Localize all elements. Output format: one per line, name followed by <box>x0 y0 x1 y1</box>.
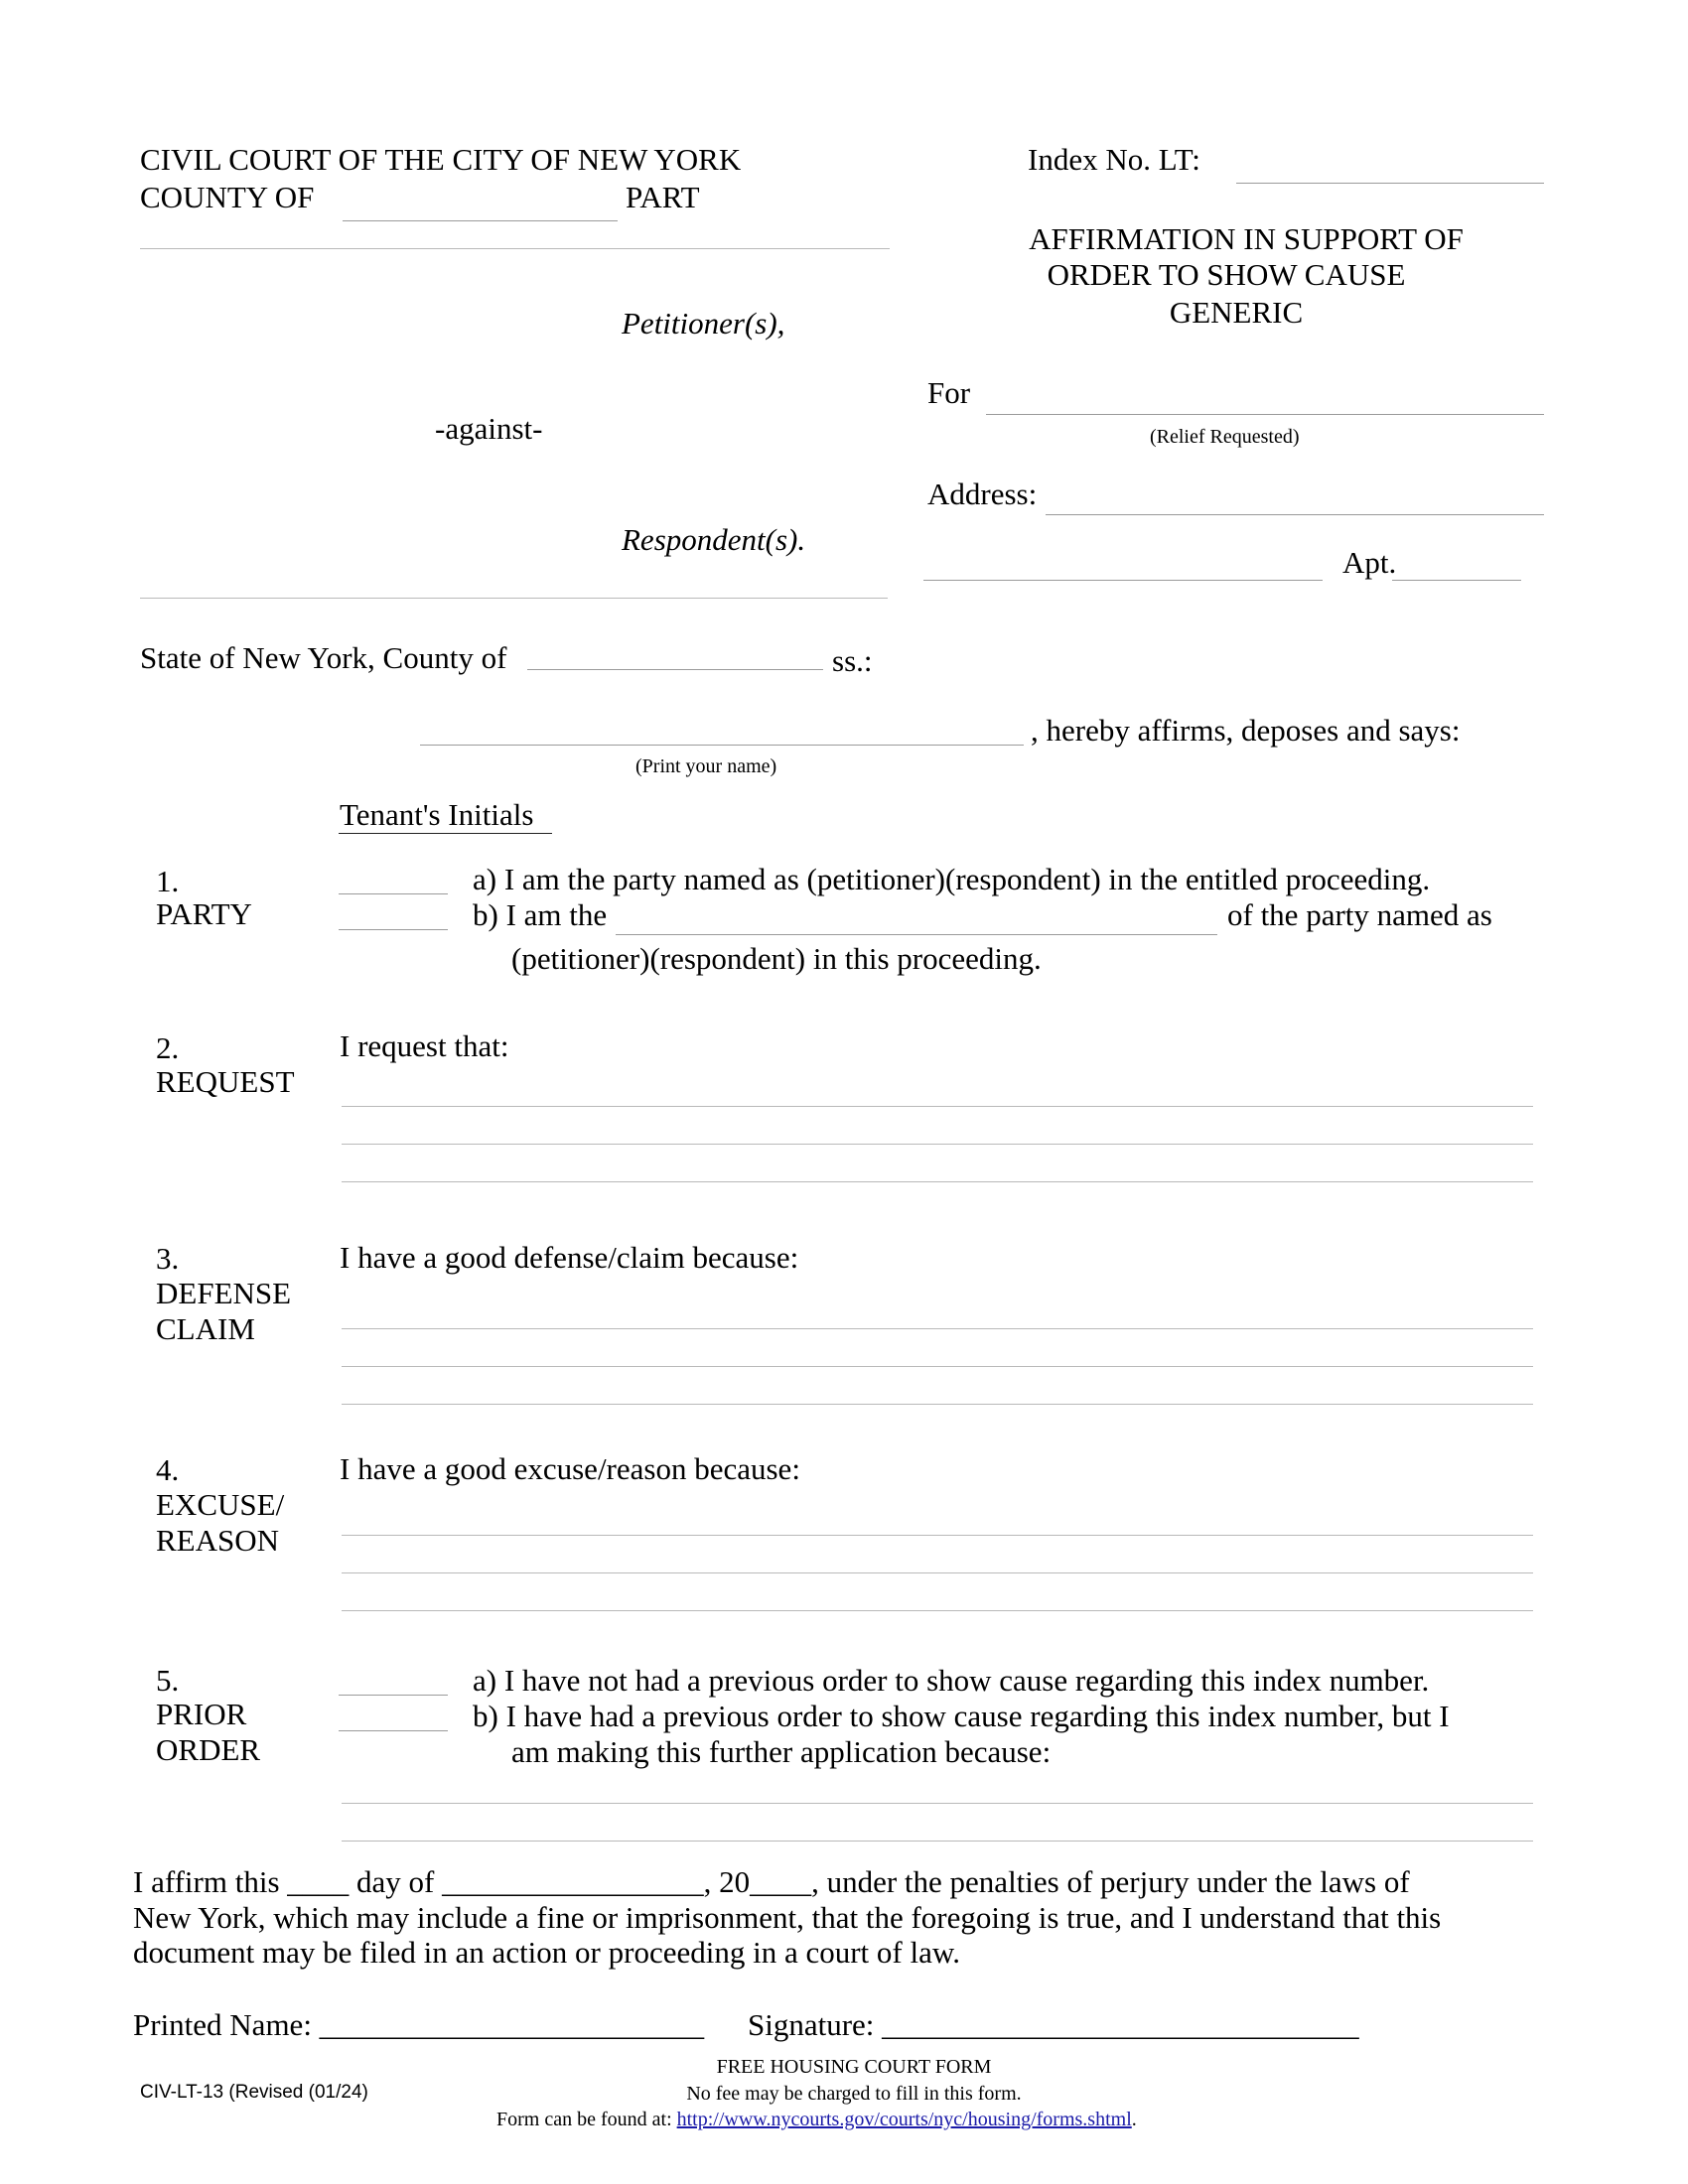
request-line-2[interactable] <box>342 1144 1533 1145</box>
form-title-line3: GENERIC <box>1169 295 1304 330</box>
address-field-line2[interactable] <box>923 580 1323 581</box>
affirmation-line3: document may be filed in an action or proceeding in a court of law. <box>133 1935 960 1970</box>
section-excuse-title1: EXCUSE/ <box>156 1487 285 1522</box>
section-request-title: REQUEST <box>156 1064 295 1099</box>
county-field[interactable] <box>343 220 618 221</box>
form-id: CIV-LT-13 (Revised (01/24) <box>140 2082 368 2103</box>
excuse-line-1[interactable] <box>342 1535 1533 1536</box>
affirms-text: , hereby affirms, deposes and says: <box>1031 713 1461 748</box>
index-number-field[interactable] <box>1236 183 1544 184</box>
section-prior-title1: PRIOR <box>156 1697 247 1731</box>
index-number-label: Index No. LT: <box>1028 142 1200 177</box>
footer-free-form: FREE HOUSING COURT FORM <box>716 2056 992 2078</box>
excuse-line-3[interactable] <box>342 1610 1533 1611</box>
section-excuse-number: 4. <box>156 1452 180 1487</box>
section-defense-title2: CLAIM <box>156 1311 255 1346</box>
prior-initials-b[interactable] <box>339 1730 448 1731</box>
affiant-name-field[interactable] <box>420 745 1024 746</box>
ss-label: ss.: <box>832 643 873 678</box>
form-title-line2: ORDER TO SHOW CAUSE <box>1047 257 1406 292</box>
prior-option-a: a) I have not had a previous order to show cause regarding this index number. <box>473 1663 1430 1698</box>
section-party-title: PARTY <box>156 896 252 931</box>
section-excuse-title2: REASON <box>156 1523 280 1558</box>
tenant-initials-header: Tenant's Initials <box>340 797 534 832</box>
address-field-line1[interactable] <box>1046 514 1544 515</box>
footer-period: . <box>1131 2109 1137 2130</box>
prior-line-2[interactable] <box>342 1841 1533 1842</box>
petitioner-label: Petitioner(s), <box>622 306 785 341</box>
affirmation-line1: I affirm this ____ day of _________________, 20____, under the penalties of perjury under the laws of <box>133 1864 1410 1899</box>
prior-initials-a[interactable] <box>339 1695 448 1696</box>
section-defense-number: 3. <box>156 1241 180 1276</box>
defense-line-2[interactable] <box>342 1366 1533 1367</box>
defense-line-1[interactable] <box>342 1328 1533 1329</box>
printed-name-field[interactable]: Printed Name: _________________________ <box>133 2007 705 2042</box>
prior-option-b-line2: am making this further application because: <box>511 1734 1052 1769</box>
party-relationship-field[interactable] <box>616 934 1217 935</box>
footer-found-at <box>496 2110 1137 2129</box>
address-label: Address: <box>927 477 1038 511</box>
part-label: PART <box>626 180 700 214</box>
prior-option-b-line1: b) I have had a previous order to show cause regarding this index number, but I <box>473 1699 1450 1733</box>
signature-field[interactable]: Signature: _______________________________ <box>748 2007 1359 2042</box>
defense-line-3[interactable] <box>342 1404 1533 1405</box>
section-prior-number: 5. <box>156 1663 180 1698</box>
form-title-line1: AFFIRMATION IN SUPPORT OF <box>1029 221 1464 256</box>
party-initials-a[interactable] <box>339 893 448 894</box>
county-label: COUNTY OF <box>140 180 315 214</box>
footer-no-fee: No fee may be charged to fill in this form. <box>686 2083 1022 2105</box>
forms-url-link[interactable]: http://www.nycourts.gov/courts/nyc/housing/forms.shtml <box>676 2109 1132 2130</box>
print-name-hint: (Print your name) <box>635 755 777 777</box>
party-option-b-end: of the party named as <box>1227 897 1492 932</box>
section-prior-title2: ORDER <box>156 1732 261 1767</box>
party-option-a: a) I am the party named as (petitioner)(respondent) in the entitled proceeding. <box>473 862 1431 896</box>
prior-line-1[interactable] <box>342 1803 1533 1804</box>
affirmation-line2: New York, which may include a fine or imprisonment, that the foregoing is true, and I understand that this <box>133 1900 1442 1935</box>
relief-requested-field[interactable] <box>986 414 1544 415</box>
apt-field[interactable] <box>1392 580 1521 581</box>
header-divider <box>140 248 890 249</box>
for-label: For <box>927 375 971 410</box>
request-prompt: I request that: <box>340 1028 509 1063</box>
tenant-initials-underline <box>339 833 552 834</box>
request-line-1[interactable] <box>342 1106 1533 1107</box>
relief-requested-hint: (Relief Requested) <box>1150 426 1300 448</box>
request-line-3[interactable] <box>342 1181 1533 1182</box>
party-initials-b[interactable] <box>339 929 448 930</box>
section-request-number: 2. <box>156 1030 180 1065</box>
footer-found-at-label: Form can be found at: <box>496 2109 672 2130</box>
respondent-label: Respondent(s). <box>622 522 806 557</box>
section-party-number: 1. <box>156 864 180 898</box>
party-option-b-cont: (petitioner)(respondent) in this proceeding. <box>511 941 1042 976</box>
excuse-prompt: I have a good excuse/reason because: <box>340 1451 800 1486</box>
court-name: CIVIL COURT OF THE CITY OF NEW YORK <box>140 142 742 177</box>
apt-label: Apt. <box>1342 545 1397 580</box>
venue-county-field[interactable] <box>527 669 823 670</box>
caption-divider <box>140 598 888 599</box>
party-option-b-start: b) I am the <box>473 897 608 932</box>
section-defense-title1: DEFENSE <box>156 1276 292 1310</box>
against-label: -against- <box>435 411 543 446</box>
defense-prompt: I have a good defense/claim because: <box>340 1240 799 1275</box>
venue-label: State of New York, County of <box>140 640 507 675</box>
excuse-line-2[interactable] <box>342 1572 1533 1573</box>
